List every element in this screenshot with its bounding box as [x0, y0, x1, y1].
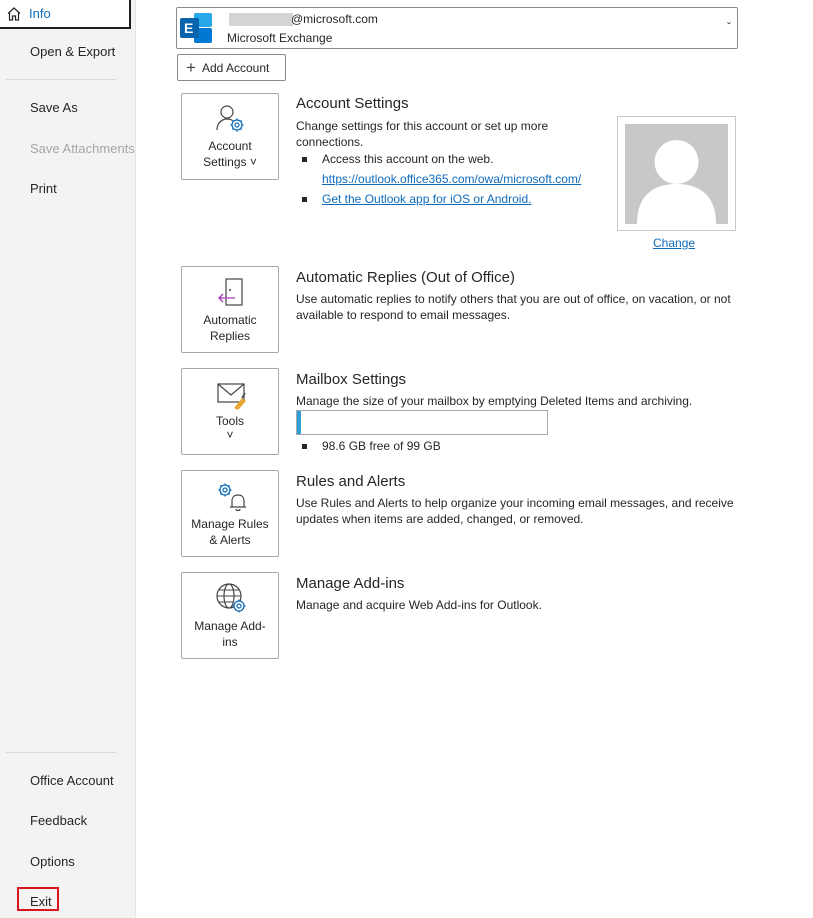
nav-item-save-as[interactable]: Save As: [30, 100, 78, 115]
mailbox-settings-description: Manage the size of your mailbox by emptying Deleted Items and archiving.: [296, 394, 693, 408]
backstage-sidebar: [0, 0, 136, 918]
account-settings-button[interactable]: [181, 93, 279, 180]
account-selector[interactable]: [176, 7, 738, 49]
tile-label: Account: [208, 139, 252, 153]
mailbox-usage-text: 98.6 GB free of 99 GB: [322, 439, 441, 453]
door-arrow-icon: [215, 276, 247, 308]
manage-addins-description: Manage and acquire Web Add-ins for Outlook.: [296, 598, 542, 612]
profile-photo: [617, 116, 736, 231]
account-settings-title: Account Settings: [296, 95, 409, 112]
mailbox-usage-bar: [296, 410, 548, 435]
chevron-down-icon: ˇ: [727, 20, 731, 34]
plus-icon: +: [186, 58, 196, 77]
manage-rules-alerts-button[interactable]: [181, 470, 279, 557]
manage-addins-button[interactable]: [181, 572, 279, 659]
tile-label: Manage Rules: [191, 517, 269, 531]
rules-alerts-title: Rules and Alerts: [296, 473, 406, 490]
mailbox-usage-fill: [297, 411, 301, 434]
manage-addins-title: Manage Add-ins: [296, 575, 405, 592]
nav-divider: [6, 752, 116, 753]
bullet-icon: [302, 157, 307, 162]
redacted-username: [229, 13, 293, 26]
chevron-down-icon: ˅: [226, 428, 234, 442]
mailbox-settings-title: Mailbox Settings: [296, 371, 407, 388]
bullet-icon: [302, 444, 307, 449]
nav-divider: [6, 79, 116, 80]
automatic-replies-title: Automatic Replies (Out of Office): [296, 269, 515, 286]
rules-bell-icon: [215, 480, 247, 512]
owa-link[interactable]: https://outlook.office365.com/owa/microsoft.com/: [322, 172, 582, 186]
account-type: Microsoft Exchange: [227, 31, 333, 45]
default-avatar-icon: [625, 124, 728, 224]
globe-gear-icon: [215, 582, 247, 614]
change-photo-link[interactable]: Change: [653, 236, 696, 250]
tile-label: ins: [222, 635, 238, 649]
tile-label: Settings ˅: [203, 155, 257, 169]
nav-item-options[interactable]: Options: [30, 854, 75, 869]
rules-alerts-description: Use Rules and Alerts to help organize your incoming email messages, and receive updates when items are added, changed, or removed.: [296, 496, 734, 526]
tile-label: Automatic: [203, 313, 257, 327]
outlook-mobile-app-link[interactable]: Get the Outlook app for iOS or Android.: [322, 192, 532, 206]
nav-item-print[interactable]: Print: [30, 181, 57, 196]
tile-label: Tools: [215, 414, 244, 428]
nav-item-feedback[interactable]: Feedback: [30, 813, 88, 828]
nav-item-open-export[interactable]: Open & Export: [30, 44, 116, 59]
nav-item-info[interactable]: [0, 0, 131, 29]
nav-item-exit[interactable]: Exit: [30, 894, 52, 909]
automatic-replies-button[interactable]: [181, 266, 279, 353]
tools-button[interactable]: [181, 368, 279, 455]
add-account-label: Add Account: [201, 60, 270, 75]
tile-label: Manage Add-: [194, 619, 266, 633]
exchange-logo-icon: [180, 12, 213, 44]
account-settings-icon: [215, 103, 247, 135]
account-email: @microsoft.com: [291, 12, 378, 26]
automatic-replies-description: Use automatic replies to notify others that you are out of office, on vacation, or not available to respond to email messages.: [296, 292, 731, 322]
bullet-icon: [302, 197, 307, 202]
tile-label: Replies: [209, 329, 251, 343]
nav-item-save-attachments: Save Attachments: [30, 141, 135, 156]
svg-text:E: E: [184, 20, 194, 36]
mailbox-tools-icon: [215, 378, 247, 410]
tile-label: & Alerts: [209, 533, 251, 547]
nav-info-label: Info: [29, 6, 51, 21]
add-account-button[interactable]: [177, 54, 286, 81]
home-icon: [6, 6, 22, 22]
account-settings-description: Change settings for this account or set up more connections.: [296, 119, 549, 149]
nav-item-office-account[interactable]: Office Account: [30, 773, 114, 788]
access-web-text: Access this account on the web.: [322, 152, 494, 166]
